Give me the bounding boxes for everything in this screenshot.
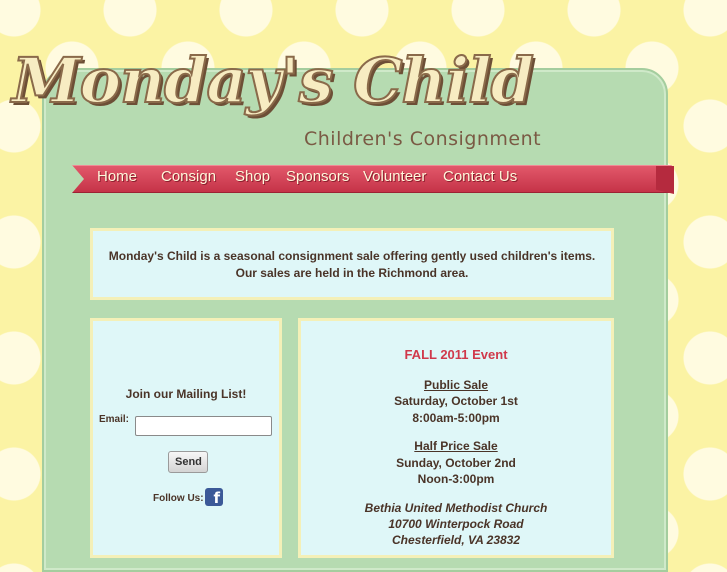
main-nav [97,168,525,188]
follow-us-label: Follow Us: [153,493,204,504]
site-logo[interactable] [12,44,572,164]
nav-volunteer[interactable]: Volunteer [363,168,427,185]
nav-consign[interactable]: Consign [161,168,217,185]
intro-line-1: Monday's Child is a seasonal consignment sale offering gently used children's items. [108,249,596,263]
nav-home[interactable]: Home [97,168,138,185]
location-name: Bethia United Methodist Church [364,501,548,515]
half-price-date: Sunday, October 2nd [396,456,516,470]
email-label: Email: [99,414,130,425]
nav-shop[interactable]: Shop [235,168,271,185]
location-street: 10700 Winterpock Road [388,517,524,531]
event-title: FALL 2011 Event [404,347,508,362]
email-input[interactable] [135,416,272,436]
mailing-list-box [90,318,282,558]
logo-subtitle: Children's Consignment [304,128,542,150]
intro-line-2: Our sales are held in the Richmond area. [235,266,469,280]
location-city: Chesterfield, VA 23832 [391,533,521,547]
public-sale-time: 8:00am-5:00pm [412,411,500,425]
nav-sponsors[interactable]: Sponsors [286,168,350,185]
send-button[interactable]: Send [168,451,208,473]
mailing-list-title: Join our Mailing List! [125,387,247,401]
half-price-time: Noon-3:00pm [417,472,495,486]
ribbon-tail [656,166,674,194]
event-box [298,318,614,558]
nav-contact-us[interactable]: Contact Us [443,168,518,185]
intro-box [90,228,614,300]
half-price-heading: Half Price Sale [414,439,498,453]
logo-title: Monday's Child [12,44,533,117]
facebook-icon[interactable]: f [205,488,223,506]
public-sale-date: Saturday, October 1st [394,394,518,408]
public-sale-heading: Public Sale [423,378,489,392]
